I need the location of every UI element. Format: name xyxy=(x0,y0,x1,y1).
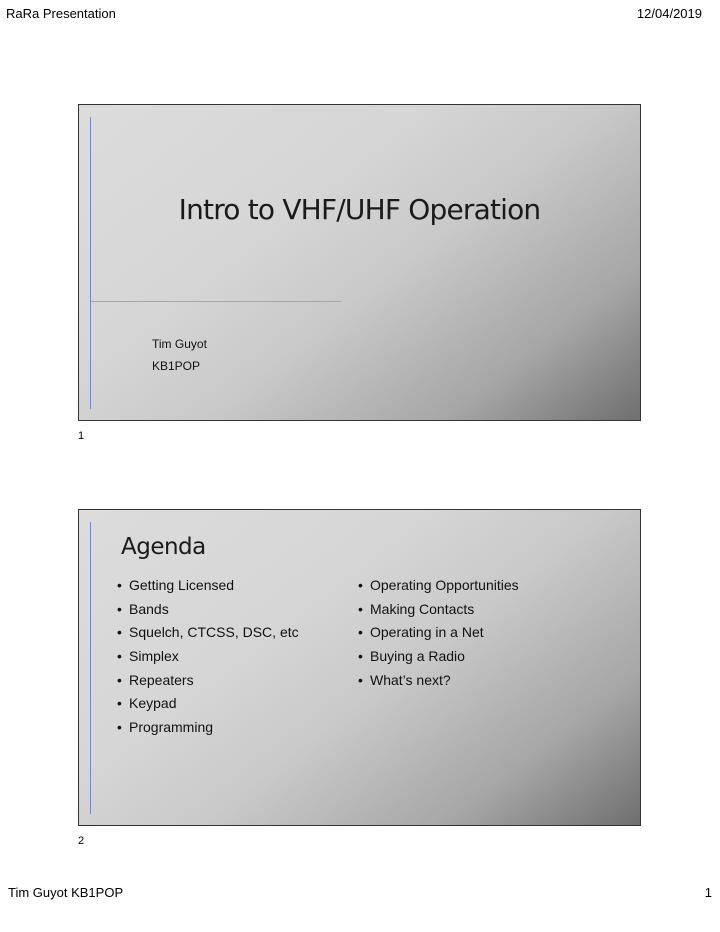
bullet-icon: • xyxy=(117,600,122,617)
slide-1-number: 1 xyxy=(78,430,85,442)
agenda-right-list xyxy=(358,574,519,692)
slide-2 xyxy=(78,509,641,826)
slide-1-title: Intro to VHF/UHF Operation xyxy=(178,193,541,226)
slide-1-horizontal-rule xyxy=(91,301,341,302)
list-item: • Programming xyxy=(117,716,299,740)
bullet-icon: • xyxy=(117,624,122,641)
bullet-icon: • xyxy=(358,600,363,617)
list-item: • Buying a Radio xyxy=(358,645,519,669)
bullet-icon: • xyxy=(117,648,122,665)
footer-page-number: 1 xyxy=(704,885,712,900)
list-item: • Repeaters xyxy=(117,669,299,693)
agenda-left-list xyxy=(117,574,299,740)
slide-2-vertical-rule xyxy=(90,522,91,814)
list-item: • Making Contacts xyxy=(358,598,519,622)
list-item: • Operating in a Net xyxy=(358,621,519,645)
header-date: 12/04/2019 xyxy=(636,6,702,21)
bullet-icon: • xyxy=(117,719,122,736)
bullet-icon: • xyxy=(117,695,122,712)
list-item: • What’s next? xyxy=(358,669,519,693)
list-item: • Squelch, CTCSS, DSC, etc xyxy=(117,621,299,645)
slide-1-callsign: KB1POP xyxy=(152,359,201,373)
list-item: • Getting Licensed xyxy=(117,574,299,598)
slide-2-number: 2 xyxy=(78,835,85,847)
list-item: • Keypad xyxy=(117,692,299,716)
list-item: • Bands xyxy=(117,598,299,622)
bullet-icon: • xyxy=(358,671,363,688)
header-title: RaRa Presentation xyxy=(6,6,116,21)
slide-1-vertical-rule xyxy=(90,117,91,409)
bullet-icon: • xyxy=(358,624,363,641)
slide-1 xyxy=(78,104,641,421)
list-item: • Simplex xyxy=(117,645,299,669)
bullet-icon: • xyxy=(117,671,122,688)
footer-author: Tim Guyot KB1POP xyxy=(8,885,124,900)
slide-2-title: Agenda xyxy=(121,534,206,560)
list-item: • Operating Opportunities xyxy=(358,574,519,598)
bullet-icon: • xyxy=(117,577,122,593)
slide-1-presenter-name: Tim Guyot xyxy=(152,337,207,351)
bullet-icon: • xyxy=(358,577,363,593)
bullet-icon: • xyxy=(358,648,363,665)
